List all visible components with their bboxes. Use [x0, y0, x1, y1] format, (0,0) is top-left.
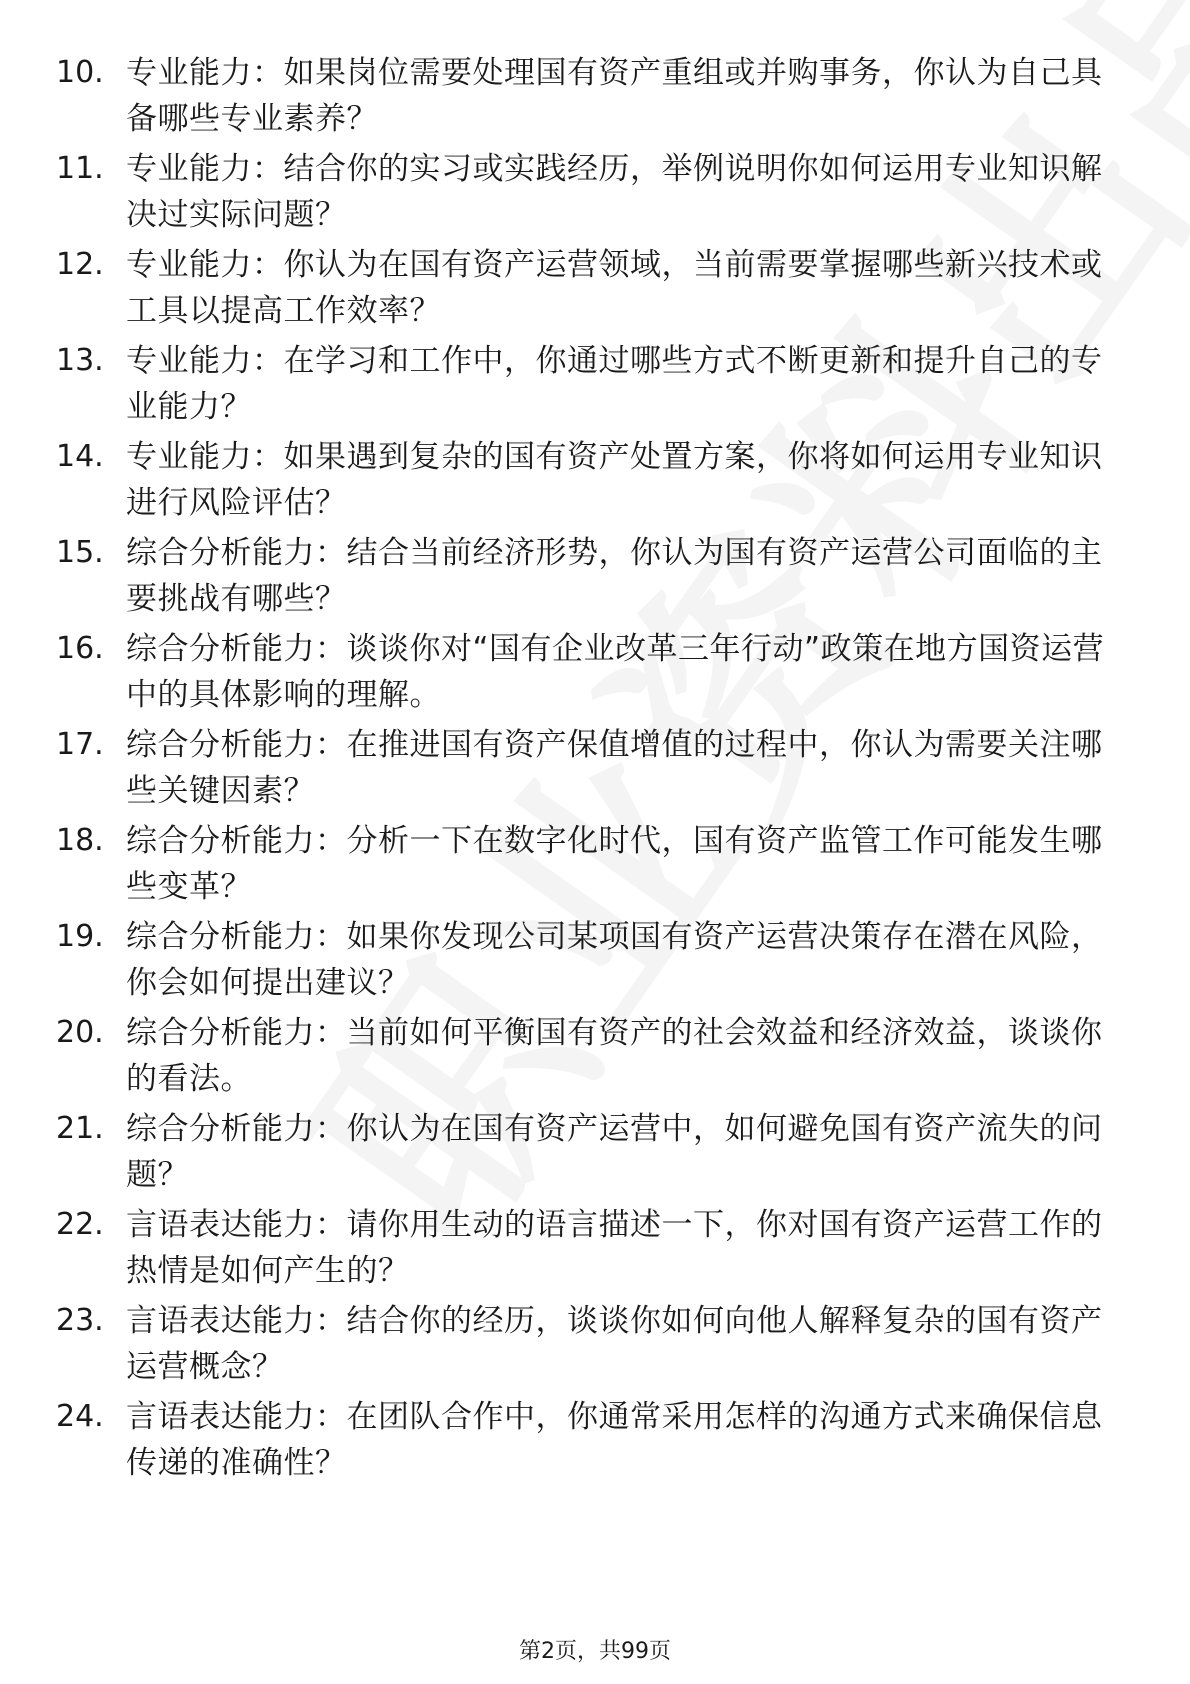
question-item: [0, 242, 1190, 332]
question-number: 24.: [56, 1399, 104, 1434]
question-item: [0, 434, 1190, 524]
question-text: 综合分析能力：结合当前经济形势，你认为国有资产运营公司面临的主要挑战有哪些？: [126, 535, 1103, 617]
question-number: 15.: [56, 535, 104, 570]
question-text: 综合分析能力：在推进国有资产保值增值的过程中，你认为需要关注哪些关键因素？: [126, 727, 1103, 809]
question-text: 言语表达能力：在团队合作中，你通常采用怎样的沟通方式来确保信息传递的准确性？: [126, 1399, 1103, 1481]
question-item: [0, 338, 1190, 428]
question-text: 专业能力：结合你的实习或实践经历，举例说明你如何运用专业知识解决过实际问题？: [126, 151, 1103, 233]
question-text: 综合分析能力：分析一下在数字化时代，国有资产监管工作可能发生哪些变革？: [126, 823, 1103, 905]
question-text: 综合分析能力：谈谈你对“国有企业改革三年行动”政策在地方国资运营中的具体影响的理解。: [126, 631, 1105, 713]
question-text: 言语表达能力：结合你的经历，谈谈你如何向他人解释复杂的国有资产运营概念？: [126, 1303, 1103, 1385]
question-text: 专业能力：你认为在国有资产运营领域，当前需要掌握哪些新兴技术或工具以提高工作效率？: [126, 247, 1103, 329]
page-footer: 第2页，共99页: [519, 1639, 671, 1664]
question-item: [0, 530, 1190, 620]
question-item: [0, 50, 1190, 140]
question-item: [0, 914, 1190, 1004]
question-text: 专业能力：如果岗位需要处理国有资产重组或并购事务，你认为自己具备哪些专业素养？: [126, 55, 1103, 137]
question-item: [0, 626, 1190, 716]
question-text: 言语表达能力：请你用生动的语言描述一下，你对国有资产运营工作的热情是如何产生的？: [126, 1207, 1103, 1289]
question-text: 综合分析能力：如果你发现公司某项国有资产运营决策存在潜在风险，你会如何提出建议？: [126, 919, 1103, 1001]
question-item: [0, 1298, 1190, 1388]
question-item: [0, 1106, 1190, 1196]
question-number: 22.: [56, 1207, 104, 1242]
question-number: 20.: [56, 1015, 104, 1050]
question-number: 10.: [56, 55, 104, 90]
question-item: [0, 722, 1190, 812]
question-number: 17.: [56, 727, 104, 762]
question-number: 21.: [56, 1111, 104, 1146]
question-number: 23.: [56, 1303, 104, 1338]
question-number: 19.: [56, 919, 104, 954]
question-item: [0, 146, 1190, 236]
question-number: 12.: [56, 247, 104, 282]
question-item: [0, 1394, 1190, 1484]
question-number: 16.: [56, 631, 104, 666]
question-number: 11.: [56, 151, 104, 186]
question-text: 专业能力：如果遇到复杂的国有资产处置方案，你将如何运用专业知识进行风险评估？: [126, 439, 1103, 521]
question-item: [0, 1202, 1190, 1292]
question-text: 综合分析能力：你认为在国有资产运营中，如何避免国有资产流失的问题？: [126, 1111, 1103, 1193]
question-number: 18.: [56, 823, 104, 858]
question-text: 综合分析能力：当前如何平衡国有资产的社会效益和经济效益，谈谈你的看法。: [126, 1015, 1103, 1097]
question-number: 13.: [56, 343, 104, 378]
question-text: 专业能力：在学习和工作中，你通过哪些方式不断更新和提升自己的专业能力？: [126, 343, 1103, 425]
question-number: 14.: [56, 439, 104, 474]
question-item: [0, 1010, 1190, 1100]
question-item: [0, 818, 1190, 908]
